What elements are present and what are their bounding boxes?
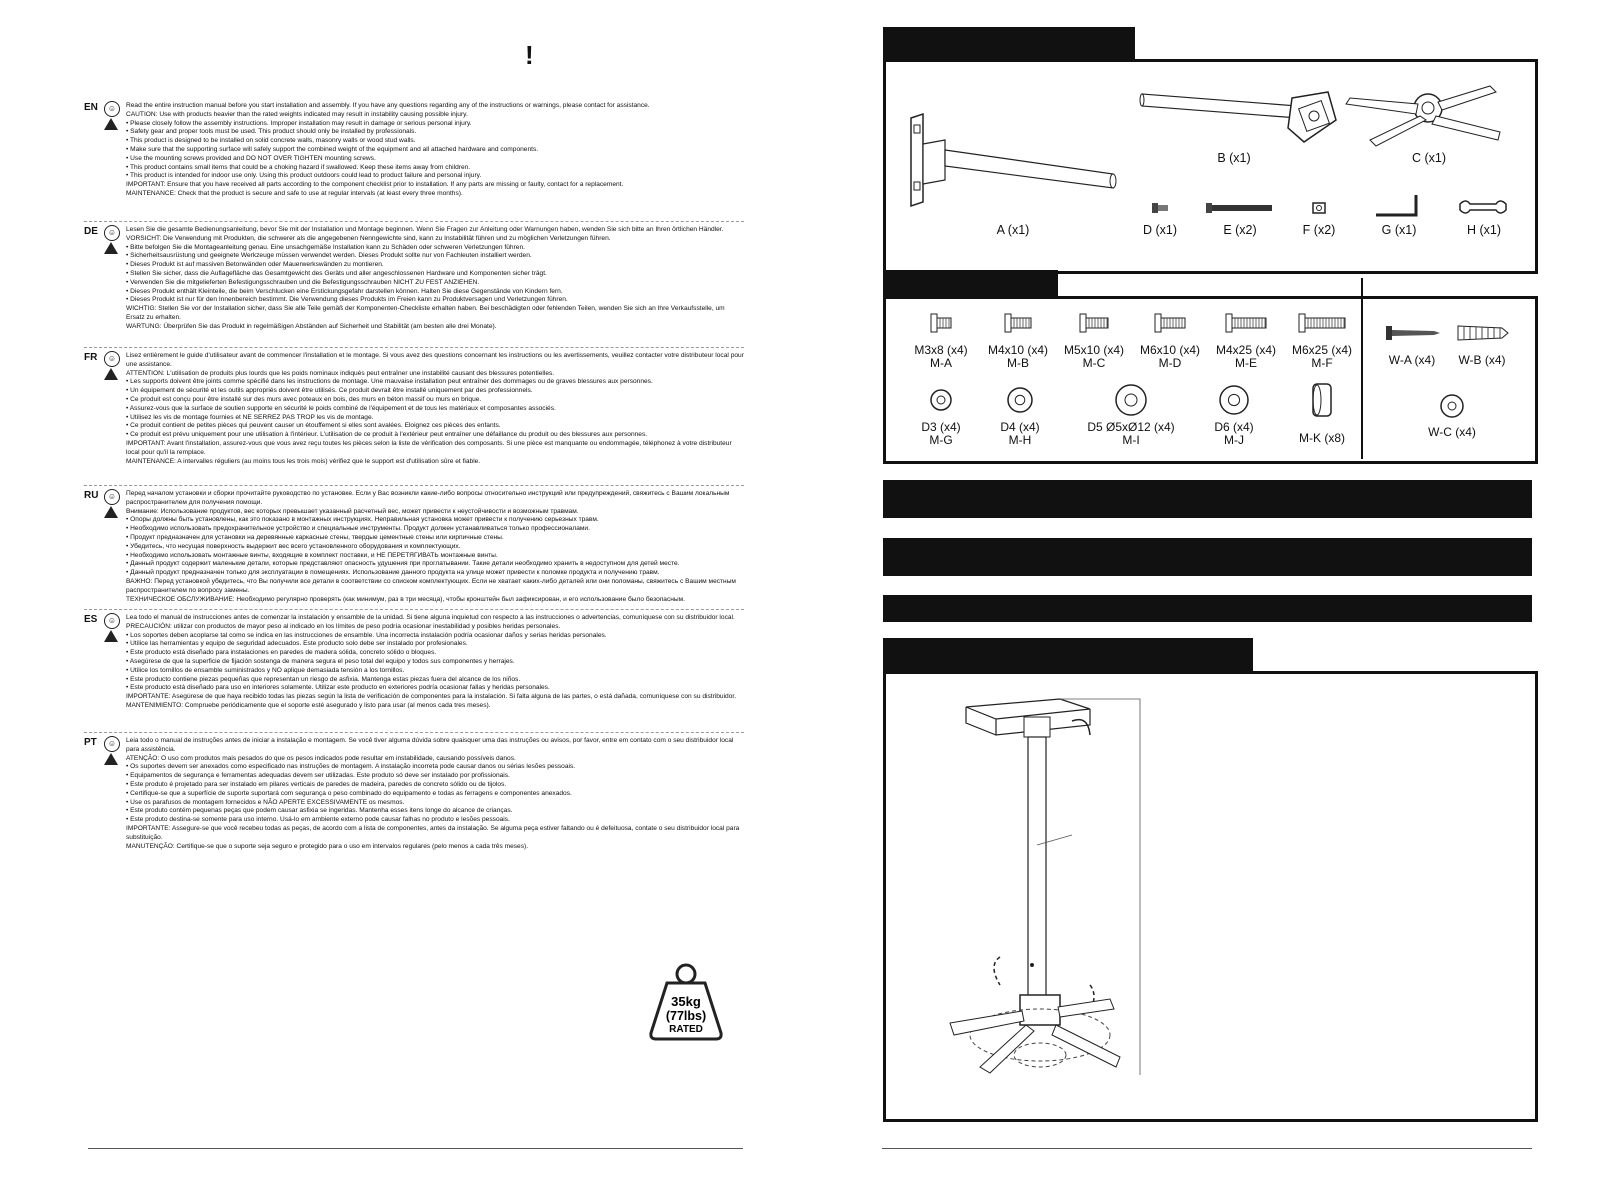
instruction-line: • This product is intended for indoor use only. Using this product outdoors could lead to product failure and personal injury. <box>126 172 482 180</box>
instruction-line: • Убедитесь, что несущая поверхность выдержит вес всего установленного оборудования и комплектующих. <box>126 542 461 550</box>
instruction-line: • Dieses Produkt ist nur für den Innenbereich bestimmt. Die Verwendung dieses Produkts im Freien kann zu Produktversagen und Verletzungen führen. <box>126 296 568 304</box>
wall-hardware-label: W-A (x4) <box>1388 353 1436 367</box>
section-es <box>84 614 744 728</box>
instruction-line: • Este producto está diseñado para uso en interiores solamente. Utilizar este producto en exteriores podría ocasionar fallas y heridas personales. <box>126 684 550 692</box>
section-ru <box>84 490 744 608</box>
part-d-illustration <box>1150 200 1172 216</box>
hardware-size-label: M4x25 (x4) <box>1215 343 1277 357</box>
screw-icon <box>1297 310 1347 336</box>
language-code: EN <box>84 102 98 113</box>
wall-hardware-label: W-C (x4) <box>1428 425 1476 439</box>
instruction-line: • Asegúrese de que la superficie de fijación sostenga de manera segura el peso total del equipo y todos sus componentes y herrajes. <box>126 657 515 665</box>
instruction-line: • Este producto está diseñado para instalaciones en paredes de madera sólida, concreto sólido o bloques. <box>126 649 437 657</box>
instruction-line: • Equipamentos de segurança e ferramentas adequadas devem ser utilizadas. Este produto só deve ser instalado por profissionais. <box>126 772 510 780</box>
instruction-line: • Use os parafusos de montagem fornecidos e NÃO APERTE EXCESSIVAMENTE os mesmos. <box>126 798 405 806</box>
section-de <box>84 226 744 346</box>
instruction-line: PRECAUCIÓN: utilizar con productos de mayor peso al indicado en los límites de peso podría ocasionar inestabilidad y posibles heridas personales. <box>126 622 561 630</box>
hardware-divider <box>1361 278 1363 459</box>
part-c-label: C (x1) <box>1411 151 1447 165</box>
instruction-line: • Опоры должны быть установлены, как это показано в монтажных инструкциях. Неправильная установка может привести к получению серьезных травм. <box>126 516 599 524</box>
screw-icon <box>993 310 1043 336</box>
hardware-code-label: M-B <box>1007 356 1029 370</box>
screw-icon <box>1221 310 1271 336</box>
instruction-line: • Este producto contiene piezas pequeñas que representan un riesgo de asfixia. Mantenga estas piezas fuera del alcance de los niños. <box>126 675 521 683</box>
instruction-line: MAINTENANCE: Check that the product is secure and safe to use at regular intervals (at least every three months). <box>126 189 463 197</box>
instruction-line: • Este produto destina-se somente para uso interno. Usá-lo em ambiente externo pode causar falhas no produto e lesões pessoais. <box>126 816 510 824</box>
wall-anchor-icon <box>1452 320 1512 346</box>
footer-rule-right <box>882 1148 1532 1149</box>
warning-triangle-icon <box>104 630 118 642</box>
instruction-line: • Необходимо использовать предохранительное устройство и специальные инструменты. Продукт должен устанавливаться только профессионалами. <box>126 525 590 533</box>
instruction-line: Внимание: Использование продуктов, вес которых превышает указанный расчетный вес, может привести к неустойчивости и возможным травмам. <box>126 507 579 515</box>
section-fr <box>84 352 744 482</box>
screw-icon <box>1069 310 1119 336</box>
instruction-line: MAINTENANCE: A intervalles réguliers (au moins tous les trois mois) vérifiez que le support est d'utilisation sûre et fiable. <box>126 457 481 465</box>
instruction-line: • Данный продукт предназначен только для эксплуатации в помещениях. Использование данного продукта на улице может привести к поломке продукта и получению травм. <box>126 569 660 577</box>
section-text <box>126 102 744 199</box>
part-e-illustration <box>1205 202 1275 214</box>
instruction-line: Lesen Sie die gesamte Bedienungsanleitung, bevor Sie mit der Installation und Montage beginnen. Wenn Sie Fragen zur Anleitung oder Warnungen haben, wenden Sie sich bitte an Ihren örtlichen Händler. <box>126 226 724 233</box>
washer-icon <box>1111 380 1151 420</box>
hardware-size-label: M4x10 (x4) <box>987 343 1049 357</box>
section-pt <box>84 737 744 850</box>
instruction-line: WARTUNG: Überprüfen Sie das Produkt in regelmäßigen Abständen auf Sicherheit und Stabilität (am besten alle drei Monate). <box>126 322 497 330</box>
instruction-line: • Ce produit est conçu pour être installé sur des murs avec poteaux en bois, des murs en béton massif ou murs en brique. <box>126 395 482 403</box>
instruction-line: • Please closely follow the assembly instructions. Improper installation may result in damage or serious personal injury. <box>126 119 472 127</box>
hardware-code-label: M-E <box>1235 356 1257 370</box>
instruction-line: • Продукт предназначен для установки на деревянные каркасные стены, твердые цементные стены или кирпичные стены. <box>126 533 504 541</box>
warning-triangle-icon <box>104 118 118 130</box>
hardware-size-label: D5 Ø5xØ12 (x4) <box>1087 420 1175 434</box>
instruction-line: Read the entire instruction manual before you start installation and assembly. If you have any questions regarding any of the instructions or warnings, please contact for assistance. <box>126 102 650 109</box>
instruction-line: • This product contains small items that could be a choking hazard if swallowed. Keep these items away from children. <box>126 163 471 171</box>
instruction-line: Lea todo el manual de instrucciones antes de comenzar la instalación y ensamble de la unidad. Si tiene alguna inquietud con respecto a las instrucciones o advertencias, comuníquese con su distribuidor local. <box>126 614 735 621</box>
part-e-label: E (x2) <box>1223 223 1257 237</box>
parts-section-header <box>883 27 1135 61</box>
section-text <box>126 490 744 604</box>
instruction-line: Leia todo o manual de instruções antes de iniciar a instalação e montagem. Se você tiver alguma dúvida sobre quaisquer uma das instruções ou avisos, por favor, entre em contato com o seu distribuidor local para assistência. <box>126 737 734 753</box>
section-text <box>126 737 744 851</box>
instruction-line: • Un équipement de sécurité et les outils appropriés doivent être utilisés. Ce produit devrait être installé uniquement par des professionnels. <box>126 387 533 395</box>
warning-triangle-icon <box>104 368 118 380</box>
part-f-illustration <box>1310 200 1328 216</box>
instruction-line: WICHTIG: Stellen Sie vor der Installation sicher, dass Sie alle Teile gemäß der Komponenten-Checkliste erhalten haben. Bei beschädigten oder fehlenden Teilen, wenden Sie sich an Ihre Verkaufsstelle, um Ersatz zu erhalten. <box>126 305 725 321</box>
instruction-line: • Este produto é projetado para ser instalado em pilares verticais de paredes de madeira, paredes de concreto sólido ou de tijolos. <box>126 780 507 788</box>
instruction-line: IMPORTANTE: Asegúrese de que haya recibido todas las piezas según la lista de verificación de componentes para la instalación. Si falta alguna de las partes, o está dañada, comuníquese con su distribuidor. <box>126 693 737 701</box>
instruction-line: IMPORTANTE: Assegure-se que você recebeu todas as peças, de acordo com a lista de componentes, antes da instalação. Se alguma peça estiver faltando ou é defeituosa, contate o seu distribuidor local para substituição. <box>126 824 740 841</box>
part-h-label: H (x1) <box>1466 223 1502 237</box>
diagram-section-header <box>883 638 1253 673</box>
instruction-line: • Dieses Produkt ist auf massiven Betonwänden oder Mauerwerkswänden zu montieren. <box>126 261 384 269</box>
hardware-code-label: M-I <box>1122 433 1140 447</box>
wall-hardware-label: W-B (x4) <box>1458 353 1506 367</box>
part-b-label: B (x1) <box>1217 151 1251 165</box>
instruction-line: • Utilice los tornillos de ensamble suministrados y NO aplique demasiada tensión a los tornillos. <box>126 666 405 674</box>
language-code: FR <box>84 352 98 363</box>
step-bar-1 <box>883 480 1532 518</box>
instruction-line: ATTENTION: L'utilisation de produits plus lourds que les poids nominaux indiqués peut entraîner une instabilité causant des blessures potentielles. <box>126 369 555 377</box>
part-f-label: F (x2) <box>1302 223 1336 237</box>
language-code: RU <box>84 490 99 501</box>
manual-icon: ☺ <box>104 613 120 629</box>
washer-icon <box>1000 380 1040 420</box>
instruction-line: ВАЖНО: Перед установкой убедитесь, что Вы получили все детали в соответствии со списком комплектующих. Если не хватает каких-либо деталей или они поломаны, свяжитесь с Вашим местным распространителем по вопросу замены. <box>126 577 736 594</box>
hardware-code-label: M-H <box>1008 433 1032 447</box>
warning-triangle-icon <box>104 506 118 518</box>
warning-triangle-icon <box>104 753 118 765</box>
instruction-line: • Dieses Produkt enthält Kleinteile, die beim Verschlucken eine Erstickungsgefahr darstellen können. Halten Sie diese Gegenstände von Kindern fern. <box>126 287 563 295</box>
section-divider <box>84 221 744 222</box>
language-code: DE <box>84 226 98 237</box>
part-b-illustration <box>1138 88 1338 148</box>
weight-rating-badge <box>645 963 727 1041</box>
section-text <box>126 614 744 711</box>
hardware-code-label: M-C <box>1082 356 1106 370</box>
instruction-line: • Stellen Sie sicher, dass die Auflagefläche das Gesamtgewicht des Geräts und aller angeschlossenen Hardware und Komponenten sicher trägt. <box>126 269 547 277</box>
badge-rated: RATED <box>669 1024 703 1035</box>
manual-icon: ☺ <box>104 489 120 505</box>
instruction-line: • Utilice las herramientas y equipo de seguridad adecuados. Este producto solo debe ser instalado por profesionales. <box>126 640 468 648</box>
hardware-size-label: D4 (x4) <box>1000 420 1040 434</box>
footer-rule-left <box>88 1148 743 1149</box>
instruction-line: Перед началом установки и сборки прочитайте руководство по установке. Если у Вас возникли какие-либо вопросы относительно инструкций или предупреждений, свяжитесь с Вашим локальным распространителем для получения помощи. <box>126 490 730 506</box>
section-divider <box>84 485 744 486</box>
instruction-line: • Este produto contém pequenas peças que podem causar asfixia se ingeridas. Mantenha esses itens longe do alcance de crianças. <box>126 807 513 815</box>
hardware-code-label: M-J <box>1224 433 1244 447</box>
instruction-line: • Use the mounting screws provided and DO NOT OVER TIGHTEN mounting screws. <box>126 154 376 162</box>
instruction-line: • Verwenden Sie die mitgelieferten Befestigungsschrauben und die Befestigungsschrauben NICHT ZU FEST ANZIEHEN. <box>126 278 480 286</box>
instruction-line: • Les supports doivent être joints comme spécifié dans les instructions de montage. Une mauvaise installation peut entraîner des dommages ou de graves blessures aux personnes. <box>126 378 653 386</box>
hardware-code-label: M-G <box>929 433 953 447</box>
ceiling-mount-diagram <box>940 695 1190 1105</box>
wall-screw-icon <box>1382 320 1442 346</box>
instruction-line: • Bitte befolgen Sie die Montageanleitung genau. Eine unsachgemäße Installation kann zu Schäden oder schweren Verletzungen führen. <box>126 243 525 251</box>
instruction-line: • Sicherheitsausrüstung und geeignete Werkzeuge müssen verwendet werden. Dieses Produkt sollte nur von Fachleuten installiert werden. <box>126 252 532 260</box>
part-g-label: G (x1) <box>1381 223 1417 237</box>
manual-icon: ☺ <box>104 225 120 241</box>
washer-icon <box>921 380 961 420</box>
spacer-icon <box>1302 380 1342 420</box>
instruction-line: • Certifique-se que a superfície de suporte suportará com segurança o peso combinado do equipamento e todas as ferragens e componentes anexados. <box>126 789 572 797</box>
instruction-line: • Ce produit contient de petites pièces qui peuvent causer un étouffement si elles sont avalées. Eloignez ces pièces des enfants. <box>126 422 501 430</box>
manual-icon: ☺ <box>104 736 120 752</box>
hardware-size-label: D6 (x4) <box>1214 420 1254 434</box>
instruction-line: ATENÇÃO: O uso com produtos mais pesados do que os pesos indicados pode resultar em instabilidade, causando possíveis danos. <box>126 754 516 762</box>
instruction-line: • Make sure that the supporting surface will safely support the combined weight of the equipment and all attached hardware and components. <box>126 145 539 153</box>
instruction-line: • Os suportes devem ser anexados como especificado nas instruções de montagem. A instalação incorreta pode causar danos ou sérias lesões pessoais. <box>126 763 576 771</box>
part-g-illustration <box>1372 193 1422 219</box>
part-h-illustration <box>1458 198 1508 216</box>
hardware-size-label: M5x10 (x4) <box>1063 343 1125 357</box>
part-c-illustration <box>1340 80 1515 150</box>
step-bar-3 <box>883 595 1532 622</box>
instruction-line: IMPORTANT: Ensure that you have received all parts according to the component checklist prior to installation. If any parts are missing or faulty, contact for a replacement. <box>126 181 624 189</box>
hardware-code-label: M-A <box>930 356 952 370</box>
instruction-line: VORSICHT: Die Verwendung mit Produkten, die schwerer als die angegebenen Nenngewichte sind, kann zu Instabilität führen und zu möglichen Verletzungen führen. <box>126 234 611 242</box>
instruction-line: Lisez entièrement le guide d'utilisateur avant de commencer l'installation et le montage. Si vous avez des questions concernant les instructions ou les avertissements, veuillez contacter votre distributeur local pour une assistance. <box>126 352 744 368</box>
hardware-section-header <box>883 270 1058 298</box>
step-bar-2 <box>883 538 1532 576</box>
instruction-line: ТЕХНИЧЕСКОЕ ОБСЛУЖИВАНИЕ: Необходимо регулярно проверять (как минимум, раз в три месяца), чтобы кронштейн был зафиксирован, и его использование было безопасным. <box>126 595 686 603</box>
section-divider <box>84 732 744 733</box>
instruction-line: • Utilisez les vis de montage fournies et NE SERREZ PAS TROP les vis de montage. <box>126 413 374 421</box>
warning-exclamation: ! <box>525 40 534 70</box>
manual-icon: ☺ <box>104 101 120 117</box>
hardware-code-label: M-F <box>1311 356 1333 370</box>
section-text <box>126 226 744 332</box>
instruction-line: • Safety gear and proper tools must be used. This product should only be installed by professionals. <box>126 128 417 136</box>
part-a-illustration <box>905 110 1125 210</box>
part-a-label: A (x1) <box>996 223 1030 237</box>
instruction-line: CAUTION: Use with products heavier than the rated weights indicated may result in instability causing possible injury. <box>126 110 468 118</box>
washer-icon <box>1214 380 1254 420</box>
language-code: PT <box>84 737 97 748</box>
part-d-label: D (x1) <box>1142 223 1178 237</box>
instruction-line: • This product is designed to be installed on solid concrete walls, masonry walls or wood stud walls. <box>126 137 416 145</box>
section-divider <box>84 347 744 348</box>
instruction-line: IMPORTANT: Avant l'installation, assurez-vous que vous avez reçu toutes les pièces selon la liste de vérification des composants. Si une pièce est manquante ou endommagée, téléphonez à votre distributeur local pour qu'il la remplace. <box>126 439 732 456</box>
screw-icon <box>1145 310 1195 336</box>
instruction-line: MANTENIMIENTO: Compruebe periódicamente que el soporte esté asegurado y listo para usar (al menos cada tres meses). <box>126 701 491 709</box>
instruction-line: • Los soportes deben acoplarse tal como se indica en las instrucciones de ensamble. Una incorrecta instalación podría ocasionar daños y serias heridas personales. <box>126 631 607 639</box>
hardware-size-label: M6x10 (x4) <box>1139 343 1201 357</box>
instruction-line: MANUTENÇÃO: Certifique-se que o suporte seja seguro e protegido para o uso em intervalos regulares (pelo menos a cada três meses). <box>126 842 529 850</box>
hardware-size-label: D3 (x4) <box>921 420 961 434</box>
section-en <box>84 102 744 220</box>
instruction-line: • Необходимо использовать монтажные винты, входящие в комплект поставки, и НЕ ПЕРЕТЯГИВАТЬ монтажные винты. <box>126 551 498 559</box>
badge-lbs: (77lbs) <box>665 1009 707 1023</box>
section-text <box>126 352 744 466</box>
washer-icon <box>1422 393 1482 419</box>
screw-icon <box>916 310 966 336</box>
instruction-line: • Assurez-vous que la surface de soutien supporte en sécurité le poids combiné de l'équipement et de tous les matériaux et composantes associés. <box>126 404 556 412</box>
badge-weight: 35kg <box>671 994 701 1009</box>
instruction-line: • Ce produit est prévu uniquement pour une utilisation à l'intérieur. L'utilisation de ce produit à l'extérieur peut entraîner une défaillance du produit ou des blessures aux personnes. <box>126 431 648 439</box>
manual-icon: ☺ <box>104 351 120 367</box>
instruction-line: • Данный продукт содержит маленькие детали, которые представляют опасность удушения при проглатывании. Такие детали необходимо хранить в недоступном для детей месте. <box>126 560 680 568</box>
hardware-size-label: M3x8 (x4) <box>914 343 968 357</box>
section-divider <box>84 609 744 610</box>
hardware-size-label: M6x25 (x4) <box>1291 343 1353 357</box>
hardware-size-label: M-K (x8) <box>1299 431 1345 445</box>
language-code: ES <box>84 614 98 625</box>
warning-triangle-icon <box>104 242 118 254</box>
hardware-code-label: M-D <box>1158 356 1182 370</box>
